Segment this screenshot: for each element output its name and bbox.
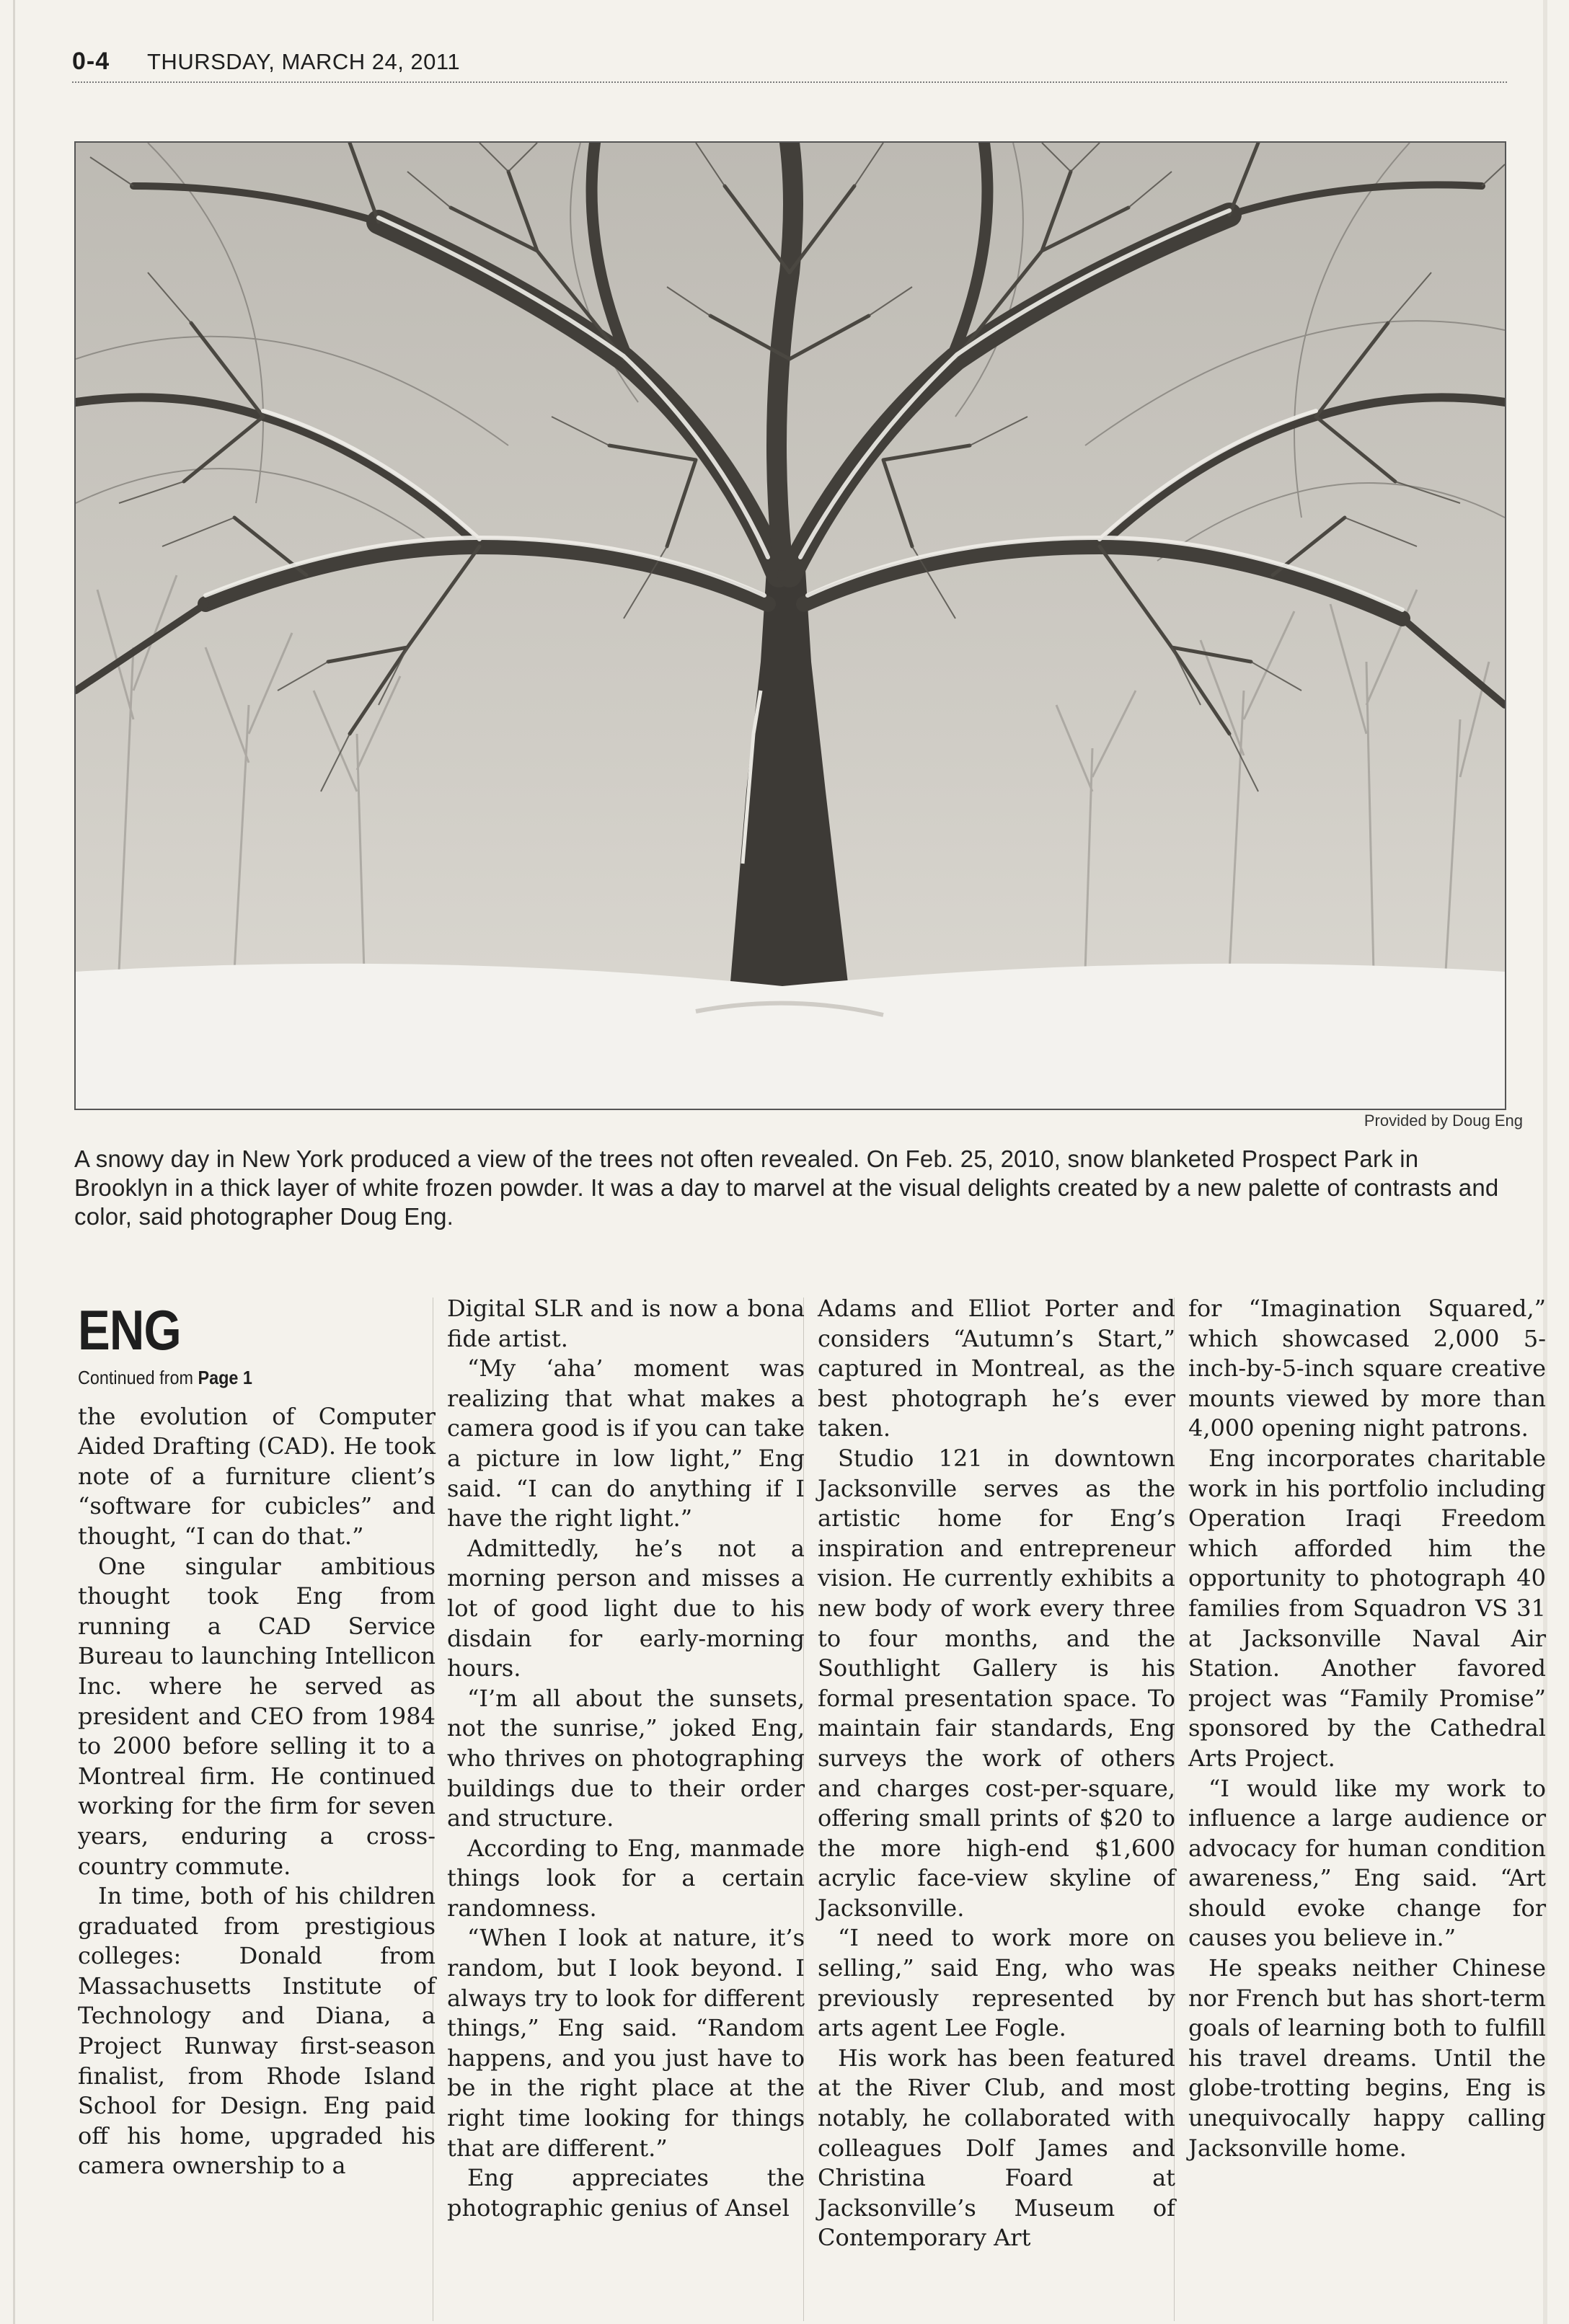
article-paragraph: for “Imagination Squared,” which showcased 2,000 5-inch-by-5-inch square creative mounts viewed by more than 4,000 opening night patrons. (1188, 1295, 1546, 1442)
photo-credit: Provided by Doug Eng (1364, 1112, 1523, 1130)
article-paragraph: “I would like my work to influence a large audience or advocacy for human condition awareness,” Eng said. “Art should evoke change for causes you believe in.” (1188, 1774, 1546, 1952)
article-paragraph: According to Eng, manmade things look for a certain randomness. (447, 1834, 805, 1922)
page-edge-left (13, 0, 15, 2324)
snowy-tree-illustration (76, 143, 1505, 1109)
header-rule (72, 81, 1507, 83)
article-paragraph: Eng appreciates the photographic genius of Ansel (447, 2164, 805, 2222)
article-paragraph: One singular ambitious thought took Eng from running a CAD Service Bureau to launching Intellicon Inc. where he served as president and CEO from 1984 to 2000 before selling it to a Montreal firm. He continued working for the firm for seven years, enduring a cross-country commute. (78, 1552, 436, 1880)
article-paragraph: Eng incorporates charitable work in his portfolio including Operation Iraqi Freedom which afforded him the opportunity to photograph 40 families from Squadron VS 31 at Jacksonville Naval Air Station. Another favored project was “Family Promise” sponsored by the Cathedral Arts Project. (1188, 1444, 1546, 1772)
continued-from-line (78, 1363, 399, 1393)
article-column-4 (1188, 1294, 1546, 2163)
article-paragraph: He speaks neither Chinese nor French but has short-term goals of learning both to fulfill his travel dreams. Until the globe-trotting begins, Eng is unequivocally happy calling Jacksonville home. (1188, 1954, 1546, 2162)
article-paragraph: Admittedly, he’s not a morning person and misses a lot of good light due to his disdain for early-morning hours. (447, 1534, 805, 1682)
article-paragraph: “I need to work more on selling,” said Eng, who was previously represented by arts agent Lee Fogle. (818, 1924, 1175, 2042)
article-paragraph: In time, both of his children graduated from prestigious colleges: Donald from Massachusetts Institute of Technology and Diana, a Project Runway first-season finalist, from Rhode Island School for Design. Eng paid off his home, upgraded his camera ownership to a (78, 1882, 436, 2180)
article-paragraph: Digital SLR and is now a bona fide artist. (447, 1295, 805, 1352)
article-paragraph: “When I look at nature, it’s random, but I look beyond. I always try to look for different things,” Eng said. “Random happens, and you just have to be in the right place at the right time looking for things that are different.” (447, 1924, 805, 2162)
article-column-1 (78, 1298, 436, 2181)
article-paragraph: Adams and Elliot Porter and considers “Autumn’s Start,” captured in Montreal, as the best photograph he’s ever taken. (818, 1295, 1175, 1442)
continued-page-link: Page 1 (198, 1367, 252, 1388)
snowy-tree-photo (74, 141, 1506, 1110)
article-headline: ENG (78, 1298, 181, 1362)
article-column-2 (447, 1294, 805, 2223)
article-paragraph: “I’m all about the sunsets, not the sunrise,” joked Eng, who thrives on photographing buildings due to their order and structure. (447, 1684, 805, 1832)
article-paragraph: “My ‘aha’ moment was realizing that what makes a camera good is if you can take a picture in low light,” Eng said. “I can do anything if I have the right light.” (447, 1354, 805, 1533)
page-number: 0-4 (72, 48, 110, 75)
article-paragraph: the evolution of Computer Aided Drafting (CAD). He took note of a furniture client’s “software for cubicles” and thought, “I can do that.” (78, 1402, 436, 1550)
article-paragraph: Studio 121 in downtown Jacksonville serves as the artistic home for Eng’s inspiration and entrepreneur vision. He currently exhibits a new body of work every three to four months, and the Southlight Gallery is his formal presentation space. To maintain fair standards, Eng surveys the work of others and charges cost-per-square, offering small prints of $20 to the more high-end $1,600 acrylic face-view skyline of Jacksonville. (818, 1444, 1175, 1922)
continued-prefix: Continued from (78, 1367, 193, 1388)
article-paragraph: His work has been featured at the River Club, and most notably, he collaborated with colleagues Dolf James and Christina Foard at Jacksonville’s Museum of Contemporary Art (818, 2044, 1175, 2252)
photo-caption: A snowy day in New York produced a view of the trees not often revealed. On Feb. 25, 2010, snow blanketed Prospect Park in Brooklyn in a thick layer of white frozen powder. It was a day to marvel at the visual delights created by a new palette of contrasts and color, said photographer Doug Eng. (74, 1145, 1499, 1230)
page-date: THURSDAY, MARCH 24, 2011 (147, 49, 461, 74)
article-column-3 (818, 1294, 1175, 2253)
page-header (72, 45, 1507, 85)
